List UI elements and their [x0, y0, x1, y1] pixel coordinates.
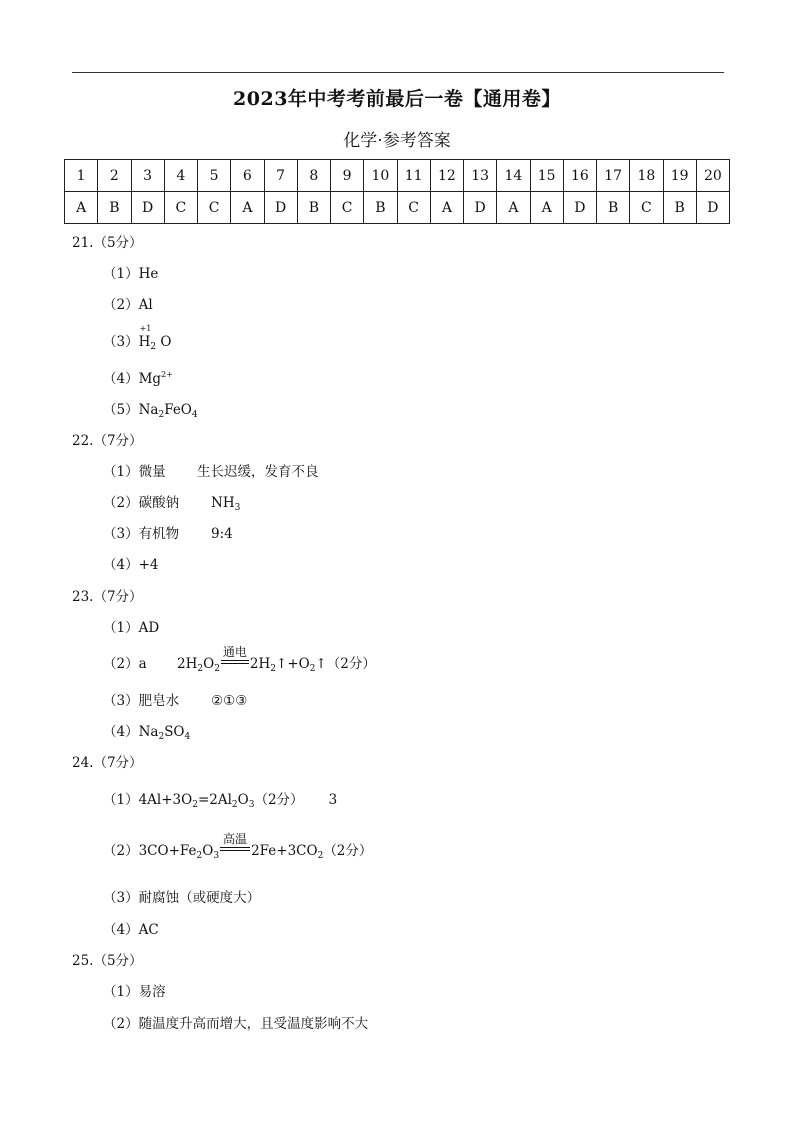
answer-cell: D: [696, 192, 729, 224]
equation-electrolysis: [177, 645, 376, 674]
answer-cell: A: [497, 192, 530, 224]
formula-sub: 2: [214, 664, 220, 674]
formula-sub: 2: [150, 342, 157, 352]
q23-answer-3b: ②①③: [211, 693, 248, 709]
q22-answer-3b: 9:4: [211, 526, 233, 542]
q22-answer-1: [103, 460, 319, 480]
q23-header: 23.（7分）: [72, 589, 143, 605]
q22-answer-2: [103, 491, 240, 511]
answer-cell: A: [65, 192, 98, 224]
formula-part: H: [138, 334, 151, 350]
formula-part: O: [237, 792, 249, 808]
ion-charge: 2+: [161, 370, 173, 379]
answer-cell: C: [630, 192, 663, 224]
formula-part: （4）Na: [103, 724, 159, 740]
question-number-cell: 1: [65, 160, 98, 192]
formula-sub: 4: [184, 732, 191, 742]
formula-part: FeO: [164, 402, 192, 418]
condition-text: 高温: [223, 832, 248, 846]
formula-sub: 4: [191, 410, 198, 420]
q25-answer-1: （1）易溶: [103, 984, 166, 1000]
question-number-cell: 9: [331, 160, 364, 192]
question-number-cell: 14: [497, 160, 530, 192]
formula-sub: 2: [158, 410, 165, 420]
question-number-cell: 13: [464, 160, 497, 192]
q23-answer-4: [103, 720, 190, 740]
formula-sub: 2: [317, 851, 324, 861]
q24-answer-2: [103, 832, 373, 861]
q25-header: 25.（5分）: [72, 953, 143, 969]
formula-part: SO: [164, 724, 185, 740]
question-number-cell: 5: [198, 160, 231, 192]
q21-answer-4: [103, 367, 173, 387]
formula-part: （5）Na: [103, 402, 159, 418]
formula-part: 3CO+Fe: [138, 843, 197, 859]
question-number-cell: 19: [663, 160, 696, 192]
q24-answer-3: （3）耐腐蚀（或硬度大）: [103, 890, 261, 906]
page-title: 2023年中考考前最后一卷【通用卷】: [233, 88, 561, 110]
question-number-cell: 3: [131, 160, 164, 192]
q21-header: 21.（5分）: [72, 235, 143, 251]
formula-part: 2H: [177, 656, 198, 672]
question-number-cell: 15: [530, 160, 563, 192]
equals-sign: [220, 847, 250, 851]
q22-answer-1a: （1）微量: [103, 464, 166, 480]
header-rule: [72, 72, 724, 73]
q21-answer-3-prefix: （3）: [103, 334, 139, 350]
q22-answer-4: （4）+4: [103, 557, 159, 573]
question-number-cell: 8: [297, 160, 330, 192]
q22-answer-3: [103, 522, 233, 542]
formula-part: 4Al+3O: [138, 792, 193, 808]
q22-answer-1b: 生长迟缓，发育不良: [197, 464, 319, 480]
formula-part: ↑（2分）: [315, 656, 376, 672]
q24-answer-1: [103, 788, 337, 808]
formula-sub: 3: [213, 851, 220, 861]
score-note: （2分）: [254, 792, 304, 808]
answer-cell: C: [198, 192, 231, 224]
valence-formula: [138, 324, 172, 352]
q22-answer-2a: （2）碳酸钠: [103, 495, 180, 511]
question-number-cell: 18: [630, 160, 663, 192]
question-number-cell: 12: [430, 160, 463, 192]
formula-sub: 2: [309, 664, 316, 674]
equation-aluminium: [139, 788, 329, 808]
answer-table-answer-row: [65, 192, 730, 224]
equals-sign: [221, 660, 249, 664]
page-subtitle: 化学·参考答案: [343, 131, 451, 151]
formula-part: O: [160, 334, 172, 350]
q21-answer-4-text: （4）Mg: [103, 371, 162, 387]
answer-cell: A: [231, 192, 264, 224]
q21-answer-1: （1）He: [103, 266, 159, 282]
formula-sub: 2: [270, 664, 277, 674]
condition-text: 通电: [222, 645, 247, 659]
q21-answer-3: [103, 324, 172, 352]
answer-cell: A: [530, 192, 563, 224]
q22-answer-3a: （3）有机物: [103, 526, 180, 542]
q25-answer-2: （2）随温度升高而增大，且受温度影响不大: [103, 1016, 369, 1032]
score-note: （2分）: [323, 843, 373, 859]
formula-part: O: [203, 656, 215, 672]
question-number-cell: 20: [696, 160, 729, 192]
formula-part: =2Al: [197, 792, 232, 808]
reaction-condition: [221, 645, 249, 672]
formula-part: 2Fe+3CO: [251, 843, 318, 859]
formula-part: NH: [211, 495, 235, 511]
question-number-cell: 11: [397, 160, 430, 192]
answer-table-number-row: [65, 160, 730, 192]
answer-cell: B: [98, 192, 131, 224]
answer-cell: C: [397, 192, 430, 224]
formula-part: O: [202, 843, 214, 859]
q21-answer-5: [103, 398, 198, 418]
question-number-cell: 4: [164, 160, 197, 192]
q24-answer-2-prefix: （2）: [103, 843, 139, 859]
answer-cell: B: [364, 192, 397, 224]
formula-sub: 2: [192, 800, 198, 810]
q23-answer-3a: （3）肥皂水: [103, 693, 180, 709]
q24-header: 24.（7分）: [72, 755, 143, 771]
formula-part: ↑+O: [276, 656, 310, 672]
answer-cell: B: [297, 192, 330, 224]
answer-cell: B: [597, 192, 630, 224]
answer-cell: C: [331, 192, 364, 224]
q23-answer-3: [103, 689, 247, 709]
q24-answer-1-prefix: （1）: [103, 792, 139, 808]
valence-mark: +1: [139, 324, 152, 333]
q24-answer-1b: 3: [328, 792, 338, 808]
answer-cell: D: [464, 192, 497, 224]
question-number-cell: 16: [563, 160, 596, 192]
formula-sub: 2: [196, 851, 203, 861]
question-number-cell: 7: [264, 160, 297, 192]
formula-sub: 3: [234, 503, 241, 513]
q23-answer-1: （1）AD: [103, 620, 160, 636]
equation-iron-smelting: [138, 832, 373, 861]
q22-header: 22.（7分）: [72, 433, 143, 449]
q23-answer-2: [103, 645, 376, 674]
question-number-cell: 17: [597, 160, 630, 192]
answer-table: [64, 159, 730, 224]
question-number-cell: 10: [364, 160, 397, 192]
answer-cell: D: [563, 192, 596, 224]
answer-cell: D: [264, 192, 297, 224]
reaction-condition: [220, 832, 250, 859]
formula-sub: 2: [158, 732, 165, 742]
q21-answer-2: （2）Al: [103, 297, 153, 313]
formula-sub: 2: [231, 800, 238, 810]
question-number-cell: 6: [231, 160, 264, 192]
q23-answer-2a: （2）a: [103, 656, 147, 672]
formula-part: 2H: [249, 656, 271, 672]
answer-cell: A: [430, 192, 463, 224]
answer-cell: C: [164, 192, 197, 224]
formula-sub: 2: [197, 664, 204, 674]
q24-answer-4: （4）AC: [103, 922, 159, 938]
question-number-cell: 2: [98, 160, 131, 192]
answer-cell: B: [663, 192, 696, 224]
answer-cell: D: [131, 192, 164, 224]
formula-sub: 3: [248, 800, 255, 810]
